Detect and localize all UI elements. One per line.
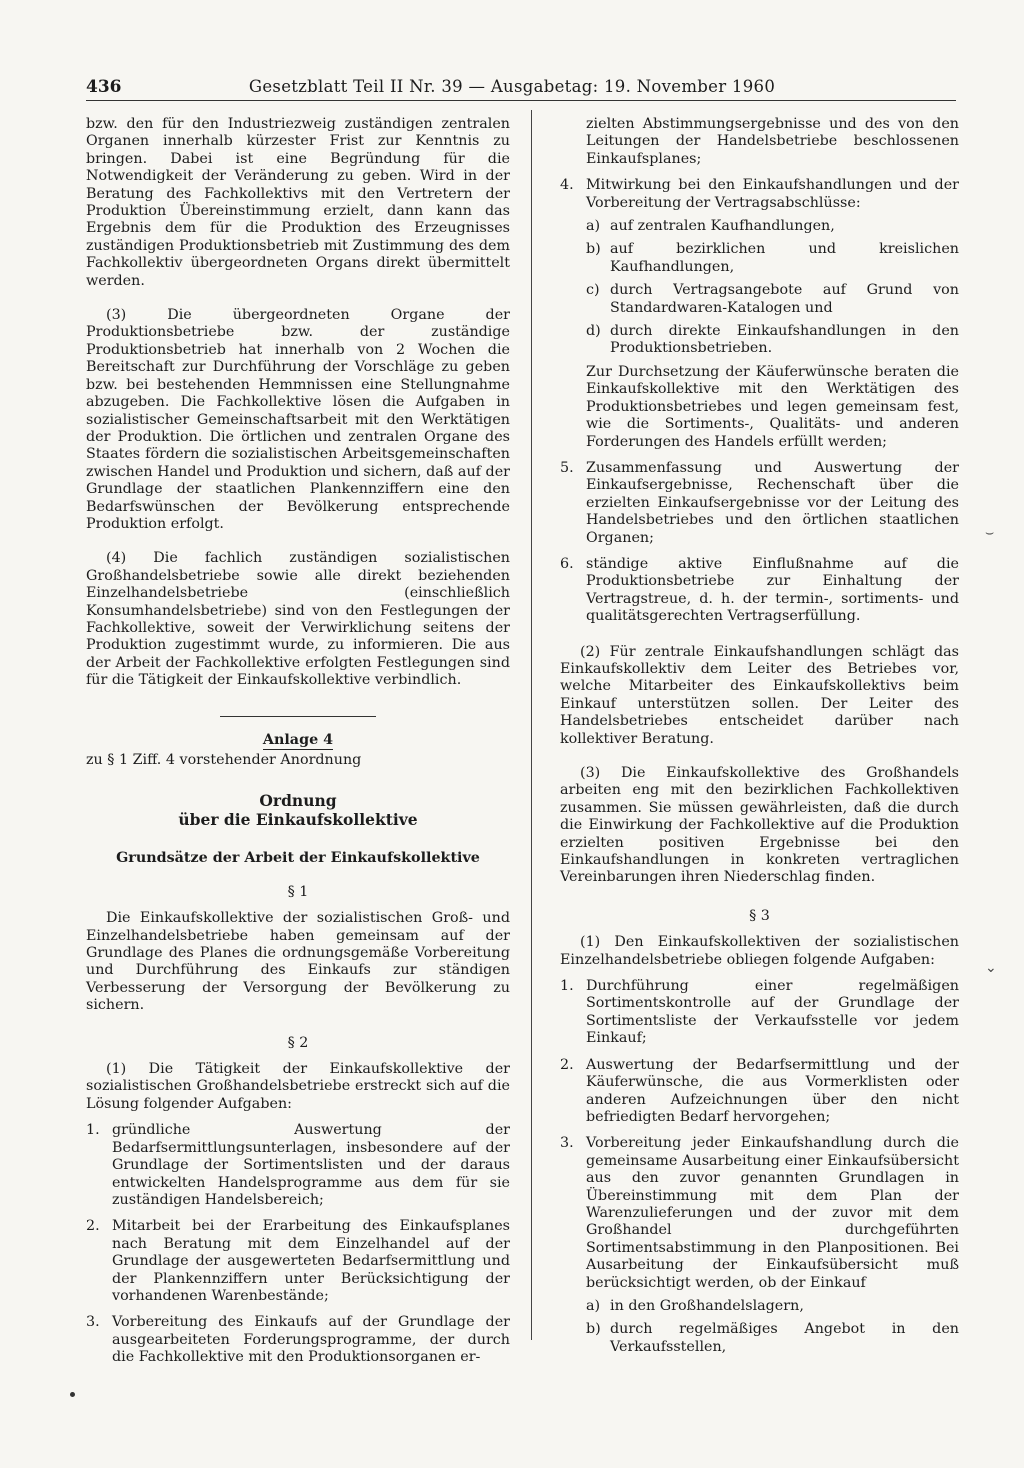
anlage-heading <box>86 732 510 749</box>
list-item-text: Durchführung einer regelmäßigen Sortimentskontrolle auf der Grundlage der Sortimentsliste der Verkaufsstelle vor jedem Einkauf; <box>586 978 959 1047</box>
document-title-line-2: über die Einkaufskollektive <box>178 810 418 830</box>
margin-mark: ⌄ <box>985 960 997 976</box>
list-item <box>560 177 959 212</box>
item-4-followup: Zur Durchsetzung der Käuferwünsche beraten die Einkaufskollektive mit den Werktätigen des Produktionsbetriebes und legen gemeinsam fest, wie die Sortiments-, Qualitäts- und anderen Forderungen des Handels erfüllt werden; <box>586 363 959 450</box>
sub-list-item <box>580 218 959 235</box>
list-item <box>86 1314 510 1366</box>
scan-speck <box>70 1392 75 1397</box>
sub-list-item <box>580 323 959 358</box>
list-item-number: 1. <box>560 978 574 995</box>
sub-list-item <box>580 1321 959 1356</box>
list-item <box>560 1135 959 1292</box>
section-2-paragraph-2: (2) Für zentrale Einkaufshandlungen schlägt das Einkaufskollektiv dem Leiter des Betriebes vor, welche Mitarbeiter des Einkaufskollektivs beim Einkauf unterstützen sollen. Der Leiter des Handelsbetriebes entscheidet darüber nach kollektiver Beratung. <box>560 643 959 747</box>
section-2-paragraph-3: (3) Die Einkaufskollektive des Großhandels arbeiten eng mit den bezirklichen Fachkollektiven zusammen. Sie müssen gewährleisten, daß die durch die Einwirkung der Fachkollektive auf die Produktion erzielten positiven Ergebnisse bei den Einkaufshandlungen in konkreten vertraglichen Vereinbarungen ihren Niederschlag finden. <box>560 765 959 886</box>
list-item-number: 3. <box>560 1135 574 1152</box>
list-item-number: 3. <box>86 1314 100 1331</box>
section-2-heading: § 2 <box>287 1034 309 1051</box>
list-item-number: 2. <box>560 1056 574 1073</box>
sub-item-text: auf zentralen Kaufhandlungen, <box>610 218 835 235</box>
sub-item-letter: d) <box>586 323 601 340</box>
sub-item-text: durch regelmäßiges Angebot in den Verkaufsstellen, <box>610 1321 959 1355</box>
left-paragraph-1: bzw. den für den Industriezweig zuständigen zentralen Organen innerhalb kürzester Frist zur Kenntnis zu bringen. Dabei ist eine Begründung für die Notwendigkeit der Veränderung zu geben. Wird in der Beratung des Fachkollektivs mit den Vertretern der Produktion Übereinstimmung erzielt, dann kann das Ergebnis dem für die Produktion des Erzeugnisses zuständigen Produktionsbetrieb mit Zustimmung des dem Fachkollektiv übergeordneten Organs direkt übermittelt werden. <box>86 116 510 289</box>
list-item-number: 4. <box>560 177 574 194</box>
margin-mark: ⌣ <box>985 525 995 541</box>
page-header-title: Gesetzblatt Teil II Nr. 39 — Ausgabetag: 19. November 1960 <box>248 77 776 96</box>
list-item-text: Mitarbeit bei der Erarbeitung des Einkaufsplanes nach Beratung mit dem Einzelhandel auf der Grundlage der ausgewerteten Bedarfsermittlung und der Plankennziffern unter Berücksichtigung der vorhandenen Warenbestände; <box>112 1218 510 1304</box>
list-item-text: ständige aktive Einflußnahme auf die Produktionsbetriebe zur Einhaltung der Vertragstreue, d. h. der termin-, sortiments- und qualitätsgerechten Vertragserfüllung. <box>586 555 959 625</box>
sub-list-item <box>580 241 959 276</box>
list-item-number: 5. <box>560 459 574 476</box>
sub-item-letter: c) <box>586 282 600 299</box>
sub-item-letter: a) <box>586 218 601 235</box>
section-2-intro: (1) Die Tätigkeit der Einkaufskollektive der sozialistischen Großhandelsbetriebe erstreckt sich auf die Lösung folgender Aufgaben: <box>86 1061 510 1112</box>
left-paragraph-4: (4) Die fachlich zuständigen sozialistischen Großhandelsbetriebe sowie alle direkt beziehenden Einzelhandelsbetriebe (einschließlich Konsumhandelsbetriebe) sind von den Festlegungen der Fachkollektive, soweit der Verwirklichung seitens der Produktion zugestimmt wurde, zu informieren. Die aus der Arbeit der Fachkollektive erfolgten Festlegungen sind für die Tätigkeit der Einkaufskollektive verbindlich. <box>86 550 510 689</box>
header-rule <box>86 100 956 101</box>
list-item-text: Zusammenfassung und Auswertung der Einkaufsergebnisse, Rechenschaft über die erzielten Einkaufsergebnisse vor der Leitung des Handelsbetriebes und den örtlichen staatlichen Organen; <box>586 459 959 546</box>
sub-item-text: in den Großhandelslagern, <box>610 1297 804 1314</box>
list-item <box>560 556 959 626</box>
left-paragraph-3: (3) Die übergeordneten Organe der Produktionsbetriebe bzw. der zuständige Produktionsbetrieb hat innerhalb von 2 Wochen die Bereitschaft zur Durchführung der Vorschläge zu geben bzw. bei bestehenden Hemmnissen eine Stellungnahme abzugeben. Die Fachkollektive lösen die Aufgaben in sozialistischer Gemeinschaftsarbeit mit den Werktätigen der Produktion. Die örtlichen und zentralen Organe des Staates fördern die sozialistischen Arbeitsgemeinschaften zwischen Handel und Produktion und sichern, daß auf der Grundlage der staatlichen Plankennziffern eine den Bedarfswünschen der Bevölkerung entsprechende Produktion erfolgt. <box>86 307 510 532</box>
list-item <box>560 460 959 547</box>
list-item-text: Vorbereitung jeder Einkaufshandlung durch die gemeinsame Ausarbeitung einer Einkaufsübersicht aus den zuvor genannten Grundlagen in Übereinstimmung mit dem Plan der Warenzulieferungen und der zuvor mit dem Großhandel durchgeführten Sortimentsabstimmung in den Planpositionen. Bei Ausarbeitung der Einkaufsübersicht muß berücksichtigt werden, ob der Einkauf <box>586 1135 959 1291</box>
list-item-number: 2. <box>86 1218 100 1235</box>
sub-item-text: durch direkte Einkaufshandlungen in den Produktionsbetrieben. <box>610 323 959 357</box>
sub-item-text: auf bezirklichen und kreislichen Kaufhandlungen, <box>610 241 959 275</box>
list-item <box>86 1218 510 1305</box>
list-item-text: Vorbereitung des Einkaufs auf der Grundlage der ausgearbeiteten Forderungsprogramme, der durch die Fachkollektive mit den Produktionsorganen er- <box>112 1314 510 1366</box>
list-item <box>560 1057 959 1127</box>
document-subtitle: Grundsätze der Arbeit der Einkaufskollektive <box>116 850 480 867</box>
section-1-text: Die Einkaufskollektive der sozialistischen Groß- und Einzelhandelsbetriebe haben gemeinsam auf der Grundlage des Planes die ordnungsgemäße Vorbereitung und Durchführung des Einkaufs zur ständigen Verbesserung der Versorgung der Bevölkerung zu sichern. <box>86 910 510 1014</box>
list-item-text: gründliche Auswertung der Bedarfsermittlungsunterlagen, insbesondere auf der Grundlage der Sortimentslisten und der daraus entwickelten Handelsprogramme aus dem für sie zuständigen Handelsbereich; <box>112 1122 510 1208</box>
page-number: 436 <box>86 77 122 97</box>
sub-item-letter: b) <box>586 241 601 258</box>
sub-item-letter: a) <box>586 1297 601 1314</box>
sub-item-text: durch Vertragsangebote auf Grund von Standardwaren-Katalogen und <box>610 282 959 316</box>
sub-list-item <box>580 282 959 317</box>
anlage-reference: zu § 1 Ziff. 4 vorstehender Anordnung <box>86 752 362 768</box>
section-1-heading: § 1 <box>287 883 309 900</box>
right-column <box>560 116 959 1356</box>
list-item-text: Mitwirkung bei den Einkaufshandlungen und der Vorbereitung der Vertragsabschlüsse: <box>586 177 959 211</box>
list-item-number: 1. <box>86 1122 100 1139</box>
left-column <box>86 116 510 1367</box>
list-item-number: 6. <box>560 555 574 572</box>
list-item <box>560 978 959 1048</box>
list-item <box>86 1122 510 1209</box>
item-3-continuation: zielten Abstimmungsergebnisse und des von den Leitungen der Handelsbetriebe beschlossenen Einkaufsplanes; <box>586 116 959 167</box>
document-title-line-1: Ordnung <box>259 791 337 811</box>
column-divider <box>531 110 532 1340</box>
sub-list-item <box>580 1298 959 1315</box>
section-3-heading: § 3 <box>749 907 770 924</box>
anlage-label: Anlage 4 <box>262 731 334 748</box>
section-3-intro: (1) Den Einkaufskollektiven der sozialistischen Einzelhandelsbetriebe obliegen folgende Aufgaben: <box>560 934 959 968</box>
sub-item-letter: b) <box>586 1321 601 1338</box>
list-item-text: Auswertung der Bedarfsermittlung und der Käuferwünsche, die aus Vormerklisten oder anderen Aufzeichnungen über den nicht befriedigten Bedarf hervorgehen; <box>586 1056 959 1125</box>
